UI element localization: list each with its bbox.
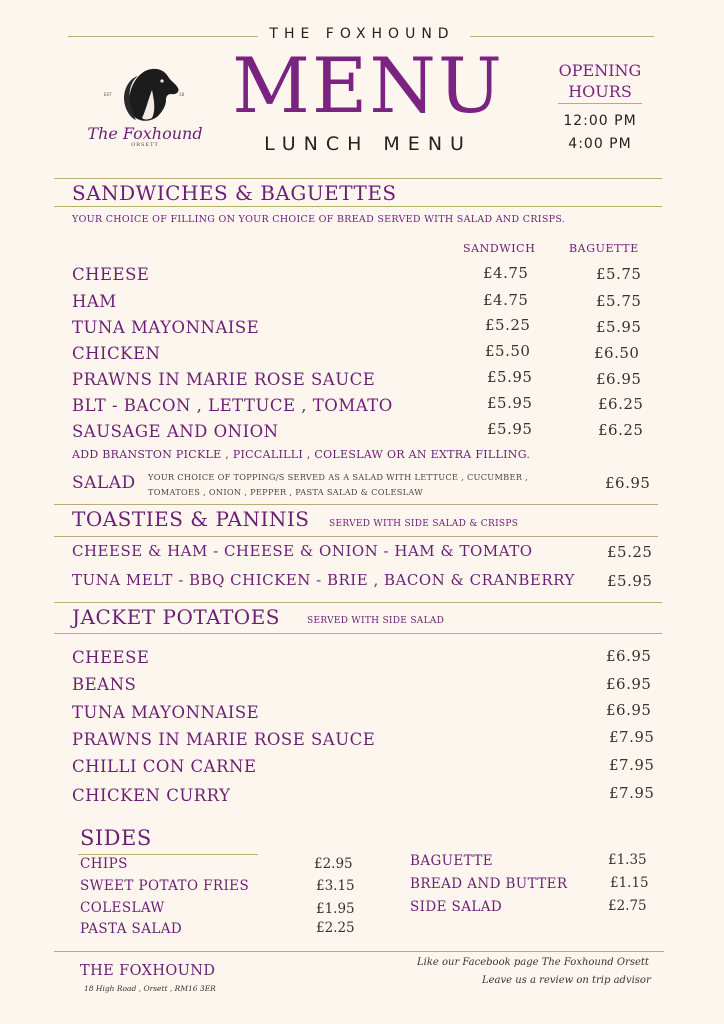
hound-head-icon [86,60,204,164]
item-price: £6.95 [606,701,652,719]
sides-title: SIDES [80,826,152,850]
jackets-title: JACKET POTATOES [72,605,280,629]
item-price: £5.25 [607,543,653,561]
side-item-name: BAGUETTE [410,853,494,869]
extras-note: ADD BRANSTON PICKLE , PICCALILLI , COLESLAW OR AN EXTRA FILLING. [72,448,531,461]
baguette-price: £6.50 [594,344,640,362]
side-item-price: £3.15 [316,878,355,894]
logo-year: 18 [179,92,185,97]
side-item-price: £2.95 [314,856,353,872]
baguette-price: £6.95 [596,370,642,388]
side-item-price: £1.15 [610,875,649,891]
foxhound-logo [86,60,204,164]
menu-item-name: TUNA MAYONNAISE [72,703,260,722]
sandwiches-title: SANDWICHES & BAGUETTES [72,181,397,205]
item-price: £5.95 [607,572,653,590]
menu-item-name: HAM [72,292,117,311]
side-item-name: SWEET POTATO FRIES [80,878,250,894]
sandwiches-note: YOUR CHOICE OF FILLING ON YOUR CHOICE OF BREAD SERVED WITH SALAD AND CRISPS. [72,214,566,225]
side-item-price: £2.75 [608,898,647,914]
sandwich-price: £5.95 [487,394,533,412]
menu-item-name: CHICKEN [72,344,161,363]
closing-time: 4:00 PM [568,136,632,152]
side-item-name: BREAD AND BUTTER [410,876,568,892]
side-item-name: PASTA SALAD [80,921,183,937]
footer-name: THE FOXHOUND [80,963,216,979]
section-rule [54,206,662,207]
item-price: £7.95 [609,728,655,746]
menu-item-name: CHILLI CON CARNE [72,757,257,776]
section-rule [54,633,662,634]
menu-item-name: CHEESE & HAM - CHEESE & ONION - HAM & TOMATO [72,542,533,560]
menu-item-name: CHEESE [72,648,150,667]
menu-item-name: BLT - BACON , LETTUCE , TOMATO [72,396,393,415]
footer-rule [54,951,664,952]
toasties-note: SERVED WITH SIDE SALAD & CRISPS [329,519,519,529]
logo-name: The Foxhound [87,124,203,143]
review-note: Leave us a review on trip advisor [482,975,651,986]
menu-item-name: BEANS [72,675,137,694]
menu-title: MENU [232,41,504,130]
jackets-note: SERVED WITH SIDE SALAD [307,616,445,626]
salad-desc-line-1: YOUR CHOICE OF TOPPING/S SERVED AS A SALAD WITH LETTUCE , CUCUMBER , [148,472,529,482]
baguette-price: £6.25 [598,421,644,439]
col-sandwich: SANDWICH [463,242,536,255]
sandwich-price: £5.25 [485,316,531,334]
menu-item-name: TUNA MELT - BBQ CHICKEN - BRIE , BACON & CRANBERRY [72,571,575,589]
opening-hours-label: OPENING HOURS [558,61,642,101]
menu-item-name: SAUSAGE AND ONION [72,422,279,441]
footer-address: 18 High Road , Orsett , RM16 3ER [84,984,216,993]
item-price: £7.95 [609,784,655,802]
baguette-price: £6.25 [598,395,644,413]
item-price: £6.95 [606,675,652,693]
logo-est: EST [104,92,112,97]
menu-item-name: CHICKEN CURRY [72,786,231,805]
logo-sub: ORSETT [131,142,159,148]
salad-price: £6.95 [605,474,651,492]
side-item-name: CHIPS [80,856,128,872]
item-price: £7.95 [609,756,655,774]
section-rule [54,536,658,537]
opening-time: 12:00 PM [563,113,637,129]
side-item-name: SIDE SALAD [410,899,503,915]
section-rule [54,602,662,603]
menu-item-name: TUNA MAYONNAISE [72,318,260,337]
sandwich-price: £4.75 [483,264,529,282]
section-rule [54,504,658,505]
item-price: £6.95 [606,647,652,665]
baguette-price: £5.95 [596,318,642,336]
side-item-price: £1.95 [316,901,355,917]
toasties-title: TOASTIES & PANINIS [72,507,310,531]
salad-desc-line-2: TOMATOES , ONION , PEPPER , PASTA SALAD & COLESLAW [148,487,424,497]
sandwich-price: £5.95 [487,420,533,438]
salad-label: SALAD [72,473,136,493]
side-item-name: COLESLAW [80,900,165,916]
menu-item-name: PRAWNS IN MARIE ROSE SAUCE [72,730,376,749]
sandwich-price: £4.75 [483,291,529,309]
col-baguette: BAGUETTE [569,242,639,255]
lunch-subtitle: LUNCH MENU [264,133,472,155]
brand-heading: THE FOXHOUND [269,26,455,42]
facebook-note: Like our Facebook page The Foxhound Orsett [417,957,649,968]
baguette-price: £5.75 [596,265,642,283]
menu-item-name: PRAWNS IN MARIE ROSE SAUCE [72,370,376,389]
menu-item-name: CHEESE [72,265,150,284]
sandwich-price: £5.50 [485,342,531,360]
baguette-price: £5.75 [596,292,642,310]
side-item-price: £1.35 [608,852,647,868]
section-rule [54,178,662,179]
opening-hours-rule [558,103,642,104]
side-item-price: £2.25 [316,920,355,936]
sandwich-price: £5.95 [487,368,533,386]
sides-rule [78,854,258,855]
